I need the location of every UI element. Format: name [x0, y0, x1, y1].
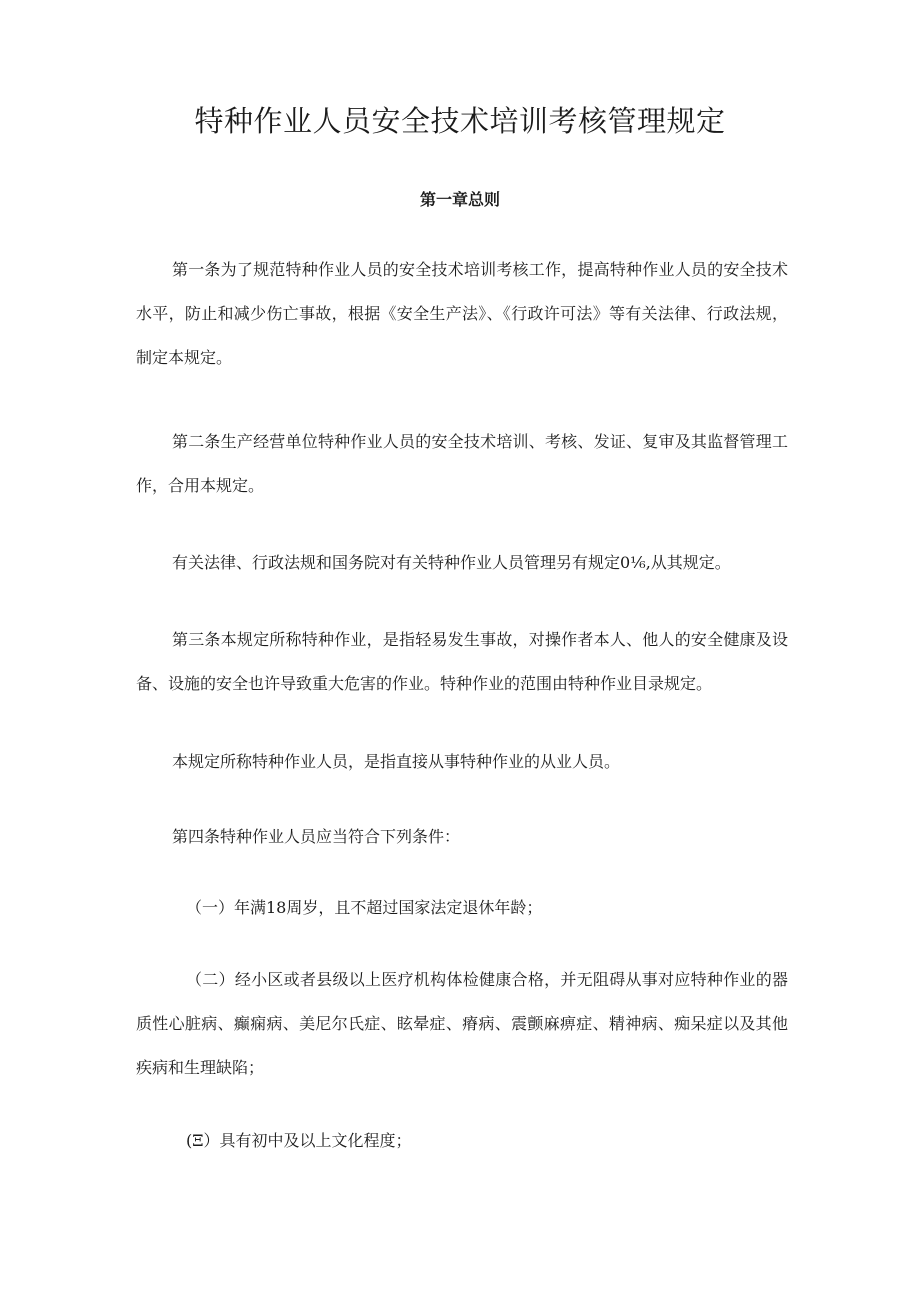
article-3-paragraph: 第三条本规定所称特种作业，是指轻易发生事故，对操作者本人、他人的安全健康及设备、设施的安全也许导致重大危害的作业。特种作业的范围由特种作业目录规定。	[136, 630, 788, 693]
article-1-paragraph: 第一条为了规范特种作业人员的安全技术培训考核工作，提高特种作业人员的安全技术水平，防止和减少伤亡事故，根据《安全生产法》、《行政许可法》等有关法律、行政法规，制定本规定。	[136, 260, 788, 367]
condition-3-item: (Ξ）具有初中及以上文化程度；	[186, 1131, 412, 1150]
document-title: 特种作业人员安全技术培训考核管理规定	[194, 104, 726, 138]
article-4-paragraph: 第四条特种作业人员应当符合下列条件：	[172, 827, 461, 846]
chapter-heading: 第一章总则	[419, 190, 500, 209]
condition-1-item: （一）年满18周岁，且不超过国家法定退休年龄；	[186, 898, 543, 917]
article-2-paragraph: 第二条生产经营单位特种作业人员的安全技术培训、考核、发证、复审及其监督管理工作，合用本规定。	[136, 432, 788, 495]
article-3-definition-paragraph: 本规定所称特种作业人员，是指直接从事特种作业的从业人员。	[172, 752, 621, 771]
condition-2-item: （二）经小区或者县级以上医疗机构体检健康合格，并无阻碍从事对应特种作业的器质性心脏病、癫痫病、美尼尔氏症、眩晕症、瘠病、震颤麻痹症、精神病、痴呆症以及其他疾病和生理缺陷；	[136, 970, 788, 1077]
article-2-note-paragraph: 有关法律、行政法规和国务院对有关特种作业人员管理另有规定0⅙,从其规定。	[172, 553, 731, 572]
